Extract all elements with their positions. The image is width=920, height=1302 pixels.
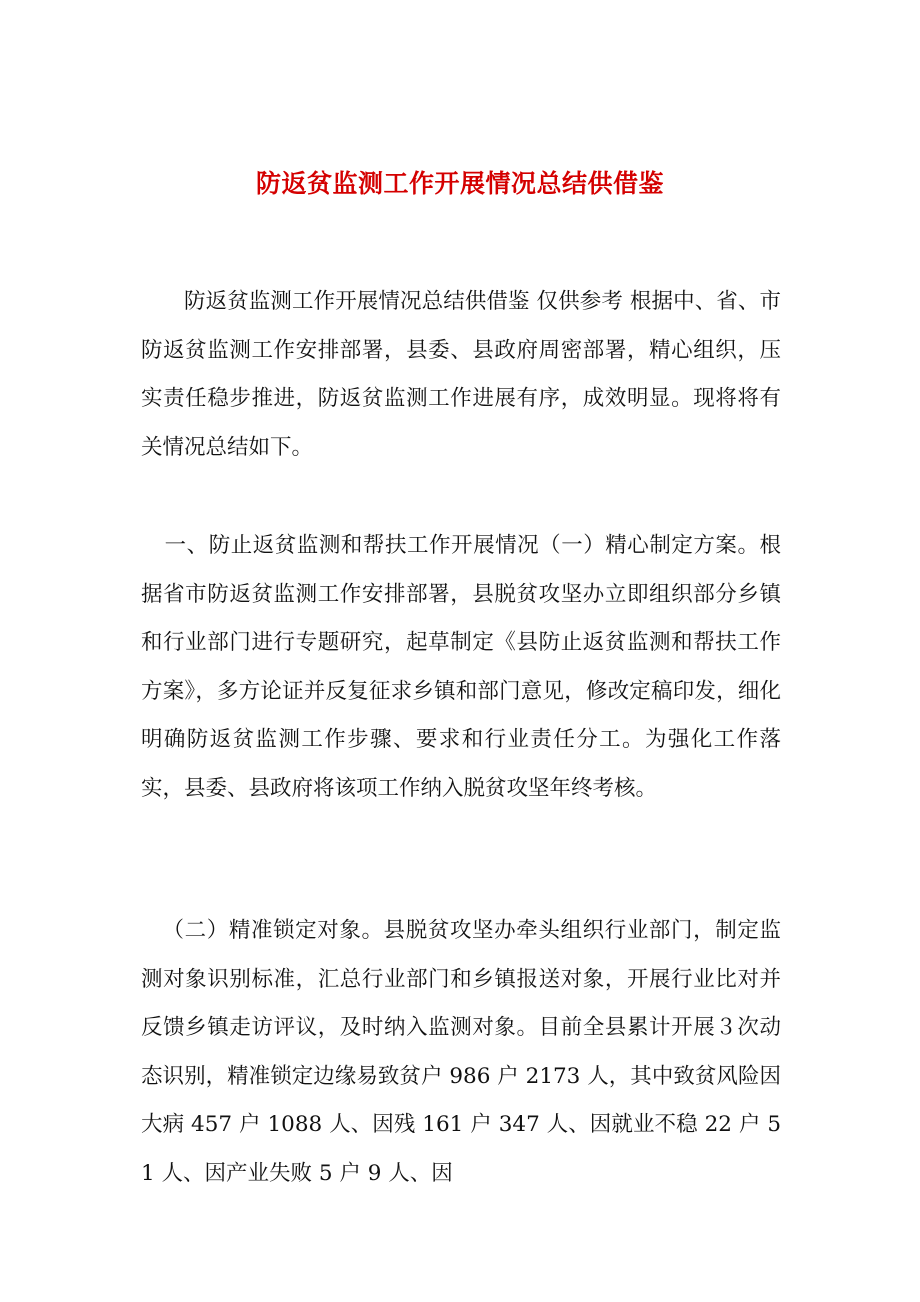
document-title: 防返贫监测工作开展情况总结供借鉴 bbox=[255, 169, 664, 198]
paragraph-section-two: （二）精准锁定对象。县脱贫攻坚办牵头组织行业部门，制定监测对象识别标准，汇总行业部门和乡镇报送对象，开展行业比对并反馈乡镇走访评议，及时纳入监测对象。目前全县累计开展３次动态识别，精准锁定边缘易致贫户 986 户 2173 人，其中致贫风险因大病 457 户 1088 人、因残 161 户 347 人、因就业不稳 22 户 51 人、因产业失败 5 户 9 人、因 bbox=[141, 918, 781, 1186]
paragraph-intro: 防返贫监测工作开展情况总结供借鉴 仅供参考 根据中、省、市防返贫监测工作安排部署，县委、县政府周密部署，精心组织，压实责任稳步推进，防返贫监测工作进展有序，成效明显。现将将有关情况总结如下。 bbox=[141, 289, 781, 460]
paragraph-section-one: 一、防止返贫监测和帮扶工作开展情况（一）精心制定方案。根据省市防返贫监测工作安排部署，县脱贫攻坚办立即组织部分乡镇和行业部门进行专题研究，起草制定《县防止返贫监测和帮扶工作方案》，多方论证并反复征求乡镇和部门意见，修改定稿印发，细化明确防返贫监测工作步骤、要求和行业责任分工。为强化工作落实，县委、县政府将该项工作纳入脱贫攻坚年终考核。 bbox=[141, 533, 781, 801]
